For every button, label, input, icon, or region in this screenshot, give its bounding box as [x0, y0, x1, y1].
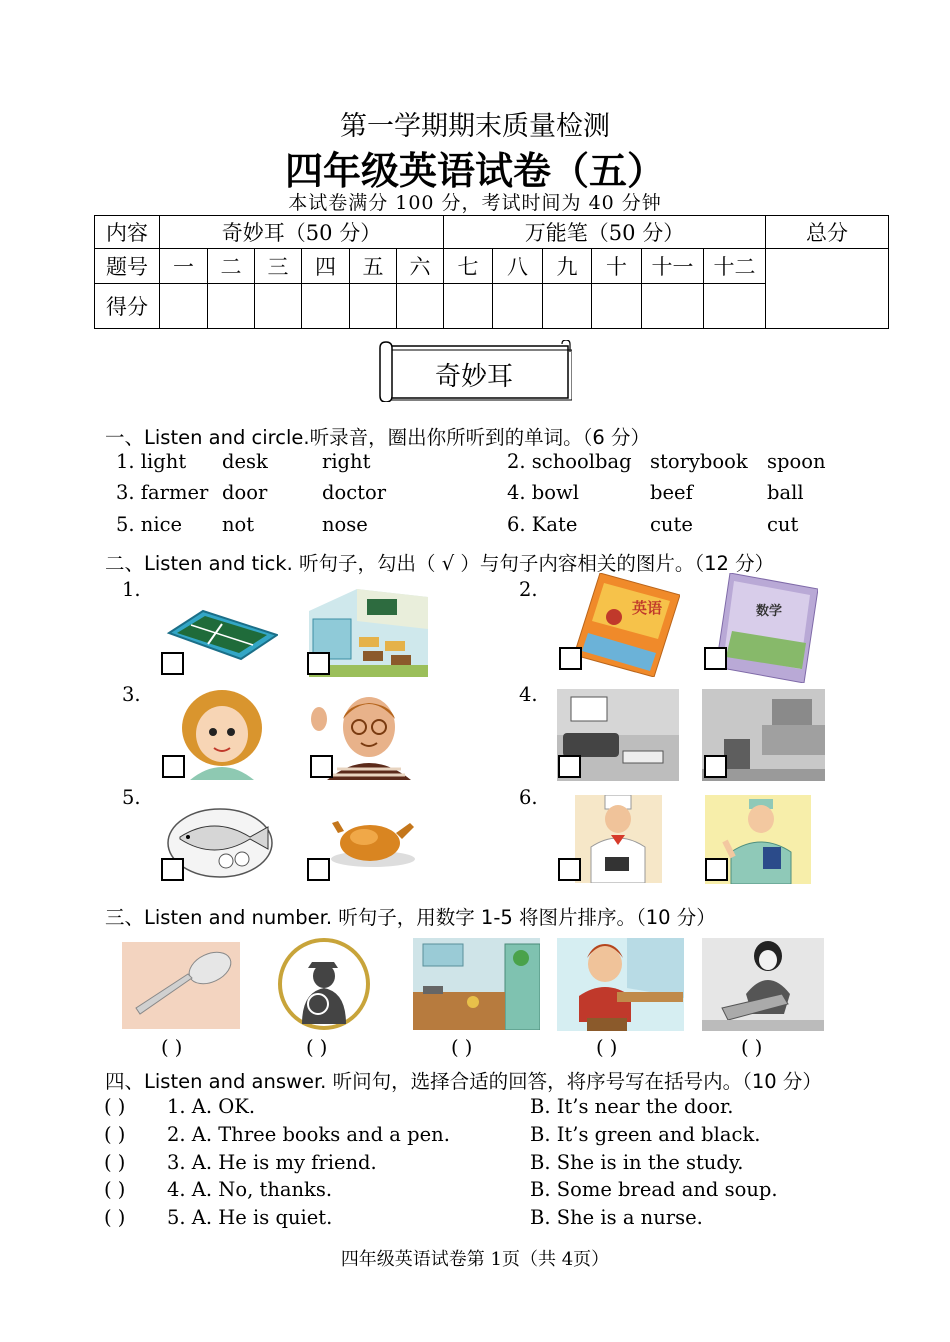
- answer-bracket[interactable]: ( ): [104, 1206, 126, 1229]
- option-b: B. It’s near the door.: [530, 1095, 734, 1118]
- page-footer: 四年级英语试卷第 1页（共 4页）: [340, 1249, 610, 1270]
- score-cell[interactable]: [543, 284, 592, 329]
- score-cell[interactable]: [444, 284, 493, 329]
- score-cell[interactable]: [493, 284, 543, 329]
- word-option[interactable]: 6. Kate: [507, 513, 578, 536]
- exam-title: 四年级英语试卷（五）: [284, 149, 665, 193]
- driver-silhouette-picture: [278, 938, 370, 1030]
- word-option[interactable]: doctor: [322, 481, 387, 504]
- question-number: 十一: [642, 249, 704, 284]
- question-number: 六: [397, 249, 444, 284]
- tick-checkbox[interactable]: [558, 755, 581, 778]
- question-number: 八: [493, 249, 543, 284]
- exam-period-title: 第一学期期末质量检测: [340, 111, 610, 142]
- word-option[interactable]: 3. farmer: [116, 481, 209, 504]
- question-number: 2.: [519, 578, 538, 601]
- question-number: 1.: [122, 578, 141, 601]
- english-book-picture: [574, 573, 680, 677]
- spoon-picture: [122, 942, 240, 1029]
- word-option[interactable]: cute: [650, 513, 693, 536]
- question-number: 四: [302, 249, 350, 284]
- tick-checkbox[interactable]: [162, 755, 185, 778]
- tick-checkbox[interactable]: [307, 858, 330, 881]
- question-number: 4.: [519, 683, 538, 706]
- tick-checkbox[interactable]: [704, 647, 727, 670]
- score-table: [94, 215, 889, 329]
- answer-bracket[interactable]: ( ): [104, 1123, 126, 1146]
- order-blank[interactable]: ( ): [596, 1036, 618, 1059]
- word-option[interactable]: nose: [322, 513, 368, 536]
- cook-picture: [575, 795, 662, 883]
- question-number: 九: [543, 249, 592, 284]
- row-score-label: 得分: [95, 284, 160, 329]
- option-a: 5. A. He is quiet.: [167, 1206, 333, 1229]
- question-number: 十: [592, 249, 642, 284]
- section2-heading: 二、Listen and tick. 听句子，勾出（ √ ）与句子内容相关的图片。（12 分）: [105, 552, 775, 575]
- score-cell[interactable]: [302, 284, 350, 329]
- question-number: 6.: [519, 786, 538, 809]
- word-option[interactable]: right: [322, 450, 371, 473]
- boy-at-desk-picture: [557, 938, 684, 1031]
- header-writing: 万能笔（50 分）: [444, 216, 766, 249]
- word-option[interactable]: desk: [222, 450, 268, 473]
- tick-checkbox[interactable]: [310, 755, 333, 778]
- tick-checkbox[interactable]: [161, 652, 184, 675]
- header-total: 总分: [766, 216, 889, 249]
- answer-bracket[interactable]: ( ): [104, 1151, 126, 1174]
- word-option[interactable]: cut: [767, 513, 799, 536]
- order-blank[interactable]: ( ): [306, 1036, 328, 1059]
- option-a: 4. A. No, thanks.: [167, 1178, 333, 1201]
- score-cell[interactable]: [592, 284, 642, 329]
- tick-checkbox[interactable]: [704, 755, 727, 778]
- row-question-label: 题号: [95, 249, 160, 284]
- score-cell[interactable]: [704, 284, 766, 329]
- word-option[interactable]: door: [222, 481, 268, 504]
- order-blank[interactable]: ( ): [741, 1036, 763, 1059]
- score-cell[interactable]: [397, 284, 444, 329]
- word-option[interactable]: storybook: [650, 450, 748, 473]
- answer-bracket[interactable]: ( ): [104, 1095, 126, 1118]
- question-number: 二: [208, 249, 255, 284]
- order-blank[interactable]: ( ): [161, 1036, 183, 1059]
- word-option[interactable]: beef: [650, 481, 693, 504]
- word-option[interactable]: 5. nice: [116, 513, 183, 536]
- math-book-title: 数学: [756, 604, 783, 619]
- word-option[interactable]: not: [222, 513, 255, 536]
- word-option[interactable]: 1. light: [116, 450, 187, 473]
- word-option[interactable]: ball: [767, 481, 804, 504]
- chicken-picture: [330, 815, 416, 868]
- score-cell[interactable]: [642, 284, 704, 329]
- math-book-picture: [716, 573, 818, 683]
- girl-cleaning-picture: [702, 938, 824, 1031]
- question-number: 七: [444, 249, 493, 284]
- section1-heading: 一、Listen and circle.听录音，圈出你所听到的单词。（6 分）: [105, 426, 650, 449]
- section3-heading: 三、Listen and number. 听句子，用数字 1-5 将图片排序。（10 分）: [105, 906, 716, 929]
- option-b: B. Some bread and soup.: [530, 1178, 778, 1201]
- question-number: 5.: [122, 786, 141, 809]
- kitchen-picture: [413, 938, 540, 1030]
- score-cell[interactable]: [160, 284, 208, 329]
- order-blank[interactable]: ( ): [451, 1036, 473, 1059]
- option-a: 1. A. OK.: [167, 1095, 256, 1118]
- option-a: 3. A. He is my friend.: [167, 1151, 377, 1174]
- answer-bracket[interactable]: ( ): [104, 1178, 126, 1201]
- option-b: B. She is in the study.: [530, 1151, 744, 1174]
- word-option[interactable]: spoon: [767, 450, 826, 473]
- header-content: 内容: [95, 216, 160, 249]
- tick-checkbox[interactable]: [705, 858, 728, 881]
- score-cell[interactable]: [255, 284, 302, 329]
- question-number: 三: [255, 249, 302, 284]
- score-cell[interactable]: [208, 284, 255, 329]
- tick-checkbox[interactable]: [161, 858, 184, 881]
- tick-checkbox[interactable]: [559, 647, 582, 670]
- question-number: 五: [350, 249, 397, 284]
- question-number: 十二: [704, 249, 766, 284]
- english-book-title: 英语: [632, 599, 663, 617]
- tick-checkbox[interactable]: [558, 858, 581, 881]
- question-number: 3.: [122, 683, 141, 706]
- tick-checkbox[interactable]: [307, 652, 330, 675]
- header-listening: 奇妙耳（50 分）: [160, 216, 444, 249]
- section4-heading: 四、Listen and answer. 听问句，选择合适的回答，将序号写在括号内。（10 分）: [105, 1070, 822, 1093]
- girl-picture: [176, 688, 272, 780]
- word-option[interactable]: 2. schoolbag: [507, 450, 632, 473]
- exam-subtitle: 本试卷满分 100 分，考试时间为 40 分钟: [288, 192, 662, 214]
- word-option[interactable]: 4. bowl: [507, 481, 579, 504]
- score-cell[interactable]: [350, 284, 397, 329]
- option-b: B. It’s green and black.: [530, 1123, 761, 1146]
- option-b: B. She is a nurse.: [530, 1206, 703, 1229]
- banner-title: 奇妙耳: [434, 362, 513, 392]
- total-score-cell[interactable]: [766, 249, 889, 329]
- option-a: 2. A. Three books and a pen.: [167, 1123, 450, 1146]
- question-number: 一: [160, 249, 208, 284]
